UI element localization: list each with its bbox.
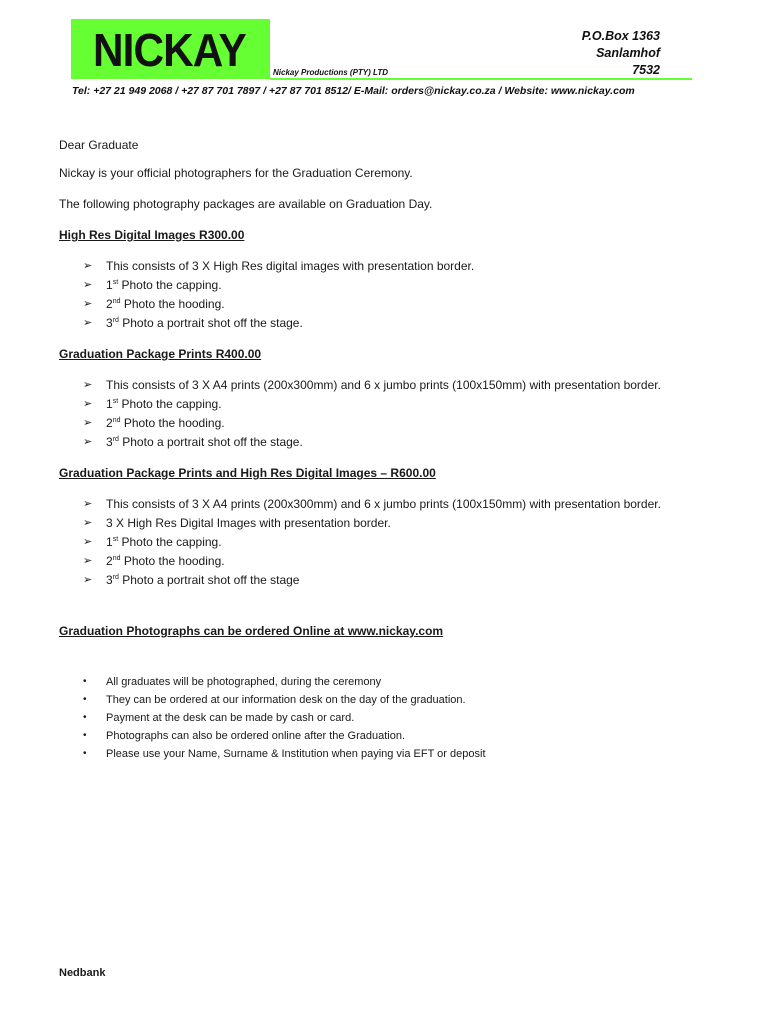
online-order-text: Please use your Name, Surname & Institution when paying via EFT or deposit <box>106 748 486 760</box>
arrow-bullet-icon: ➢ <box>83 574 93 586</box>
greeting: Dear Graduate <box>59 138 139 152</box>
online-order-text: All graduates will be photographed, during the ceremony <box>106 676 382 688</box>
item-text: 2 <box>106 416 113 430</box>
arrow-bullet-icon: ➢ <box>83 279 93 291</box>
company-name: Nickay Productions (PTY) LTD <box>273 68 388 77</box>
arrow-bullet-icon: ➢ <box>83 260 93 272</box>
arrow-bullet-icon: ➢ <box>83 536 93 548</box>
item-text-rest: Photo a portrait shot off the stage. <box>118 435 303 449</box>
item-text-rest: Photo the capping. <box>118 397 222 411</box>
bullet-icon: • <box>83 748 87 759</box>
package-item <box>59 376 699 395</box>
arrow-bullet-icon: ➢ <box>83 379 93 391</box>
item-text: This consists of 3 X A4 prints (200x300mm) and 6 x jumbo prints (100x150mm) with presentation border. <box>106 378 661 392</box>
item-text-rest: Photo the capping. <box>118 535 222 549</box>
item-text: This consists of 3 X A4 prints (200x300mm) and 6 x jumbo prints (100x150mm) with presentation border. <box>106 497 661 511</box>
ordinal-suffix: nd <box>112 298 121 305</box>
package-item <box>59 395 699 414</box>
logo-text: NICKAY <box>93 24 246 76</box>
bullet-icon: • <box>83 676 87 687</box>
package-item <box>59 314 699 333</box>
arrow-bullet-icon: ➢ <box>83 317 93 329</box>
letterhead-divider <box>270 78 692 80</box>
package-item-list <box>59 257 699 333</box>
arrow-bullet-icon: ➢ <box>83 436 93 448</box>
item-text: 2 <box>106 554 113 568</box>
contact-details: Tel: +27 21 949 2068 / +27 87 701 7897 / +27 87 701 8512/ E-Mail: orders@nickay.co.za / Website: www.nickay.com <box>72 85 635 97</box>
package-item <box>59 495 699 514</box>
item-text: 2 <box>106 297 113 311</box>
intro-paragraph: Nickay is your official photographers for the Graduation Ceremony. <box>59 166 413 180</box>
item-text: 3 <box>106 573 113 587</box>
ordinal-suffix: nd <box>112 417 121 424</box>
arrow-bullet-icon: ➢ <box>83 498 93 510</box>
letter-body <box>59 137 699 763</box>
bullet-icon: • <box>83 712 87 723</box>
ordinal-suffix: st <box>112 279 119 286</box>
package-title: High Res Digital Images R300.00 <box>59 228 245 242</box>
online-order-heading: Graduation Photographs can be ordered Online at www.nickay.com <box>59 624 444 638</box>
item-text-rest: Photo the hooding. <box>120 416 225 430</box>
item-text-rest: Photo the capping. <box>118 278 222 292</box>
address-line: Sanlamhof <box>596 46 660 60</box>
item-text: 3 <box>106 316 113 330</box>
item-text-rest: Photo a portrait shot off the stage. <box>118 316 303 330</box>
logo <box>71 19 270 79</box>
package-item-list <box>59 495 699 590</box>
bullet-icon: • <box>83 730 87 741</box>
online-order-item <box>59 673 699 691</box>
package-item <box>59 533 699 552</box>
bullet-icon: • <box>83 694 87 705</box>
arrow-bullet-icon: ➢ <box>83 555 93 567</box>
package-item <box>59 257 699 276</box>
item-text-rest: Photo a portrait shot off the stage <box>118 573 300 587</box>
online-order-text: Payment at the desk can be made by cash or card. <box>106 712 355 724</box>
letterhead <box>0 0 770 110</box>
package-item <box>59 514 699 533</box>
package-item <box>59 552 699 571</box>
ordinal-suffix: st <box>112 536 119 543</box>
intro-paragraph-2: The following photography packages are available on Graduation Day. <box>59 197 433 211</box>
arrow-bullet-icon: ➢ <box>83 398 93 410</box>
package-item <box>59 295 699 314</box>
package-title: Graduation Package Prints R400.00 <box>59 347 262 361</box>
item-text: 3 <box>106 435 113 449</box>
item-text: This consists of 3 X High Res digital images with presentation border. <box>106 259 475 273</box>
footer-bank: Nedbank <box>59 967 106 979</box>
package-item <box>59 571 699 590</box>
ordinal-suffix: rd <box>112 317 119 324</box>
item-text: 1 <box>106 397 113 411</box>
arrow-bullet-icon: ➢ <box>83 417 93 429</box>
arrow-bullet-icon: ➢ <box>83 298 93 310</box>
postal-address <box>582 28 660 79</box>
online-order-item <box>59 709 699 727</box>
ordinal-suffix: rd <box>112 436 119 443</box>
online-order-item <box>59 691 699 709</box>
address-line: P.O.Box 1363 <box>581 29 660 43</box>
item-text: 1 <box>106 535 113 549</box>
arrow-bullet-icon: ➢ <box>83 517 93 529</box>
package-item-list <box>59 376 699 452</box>
item-text-rest: Photo the hooding. <box>120 297 225 311</box>
package-item <box>59 414 699 433</box>
online-order-text: They can be ordered at our information desk on the day of the graduation. <box>106 694 466 706</box>
item-text: 3 X High Res Digital Images with presentation border. <box>106 516 391 530</box>
ordinal-suffix: st <box>112 398 119 405</box>
online-order-item <box>59 745 699 763</box>
packages-section <box>59 227 699 590</box>
ordinal-suffix: rd <box>112 574 119 581</box>
address-line: 7532 <box>632 63 660 77</box>
package-title: Graduation Package Prints and High Res Digital Images – R600.00 <box>59 466 436 480</box>
package-item <box>59 276 699 295</box>
online-order-text: Photographs can also be ordered online after the Graduation. <box>106 730 406 742</box>
package-item <box>59 433 699 452</box>
online-order-item <box>59 727 699 745</box>
item-text-rest: Photo the hooding. <box>120 554 225 568</box>
ordinal-suffix: nd <box>112 555 121 562</box>
item-text: 1 <box>106 278 113 292</box>
online-order-list <box>59 673 699 763</box>
